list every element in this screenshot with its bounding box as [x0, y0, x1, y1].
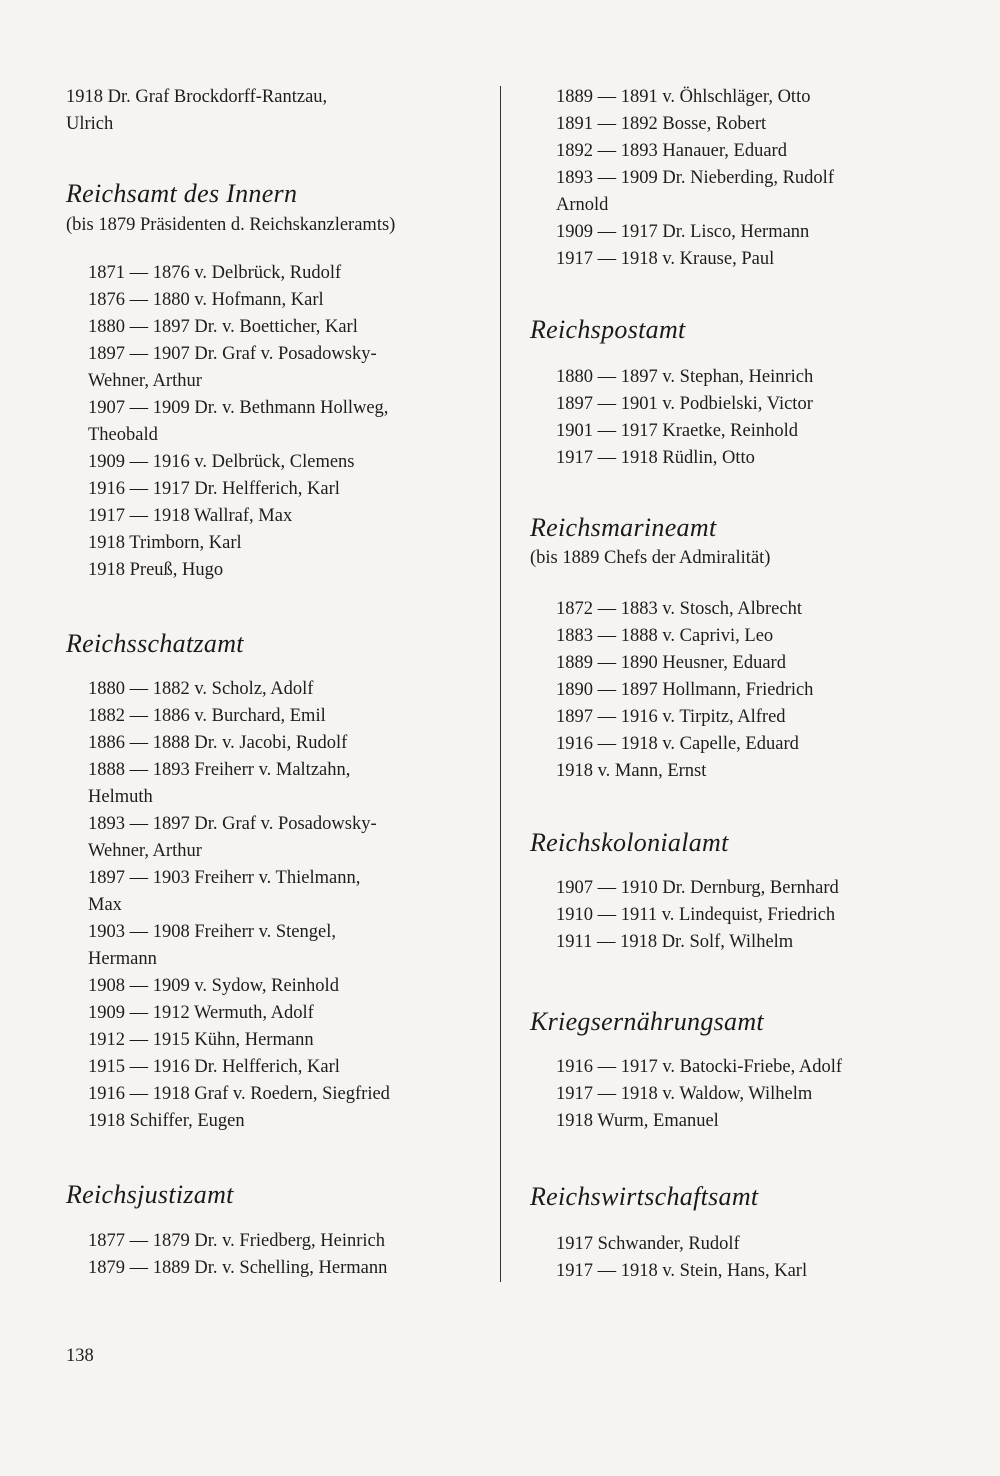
section-heading-reichswirtschaftsamt: Reichswirtschaftsamt [530, 1182, 759, 1211]
section-entries-reichskolonialamt [556, 875, 839, 956]
list-item: Arnold [556, 195, 609, 215]
list-item: 1880 — 1897 v. Stephan, Heinrich [556, 367, 814, 387]
list-item: 1888 — 1893 Freiherr v. Maltzahn, [88, 760, 351, 780]
list-item: 1897 — 1901 v. Podbielski, Victor [556, 394, 813, 414]
section-heading-reichspostamt: Reichspostamt [530, 315, 686, 344]
list-item: 1892 — 1893 Hanauer, Eduard [556, 141, 787, 161]
list-item: 1890 — 1897 Hollmann, Friedrich [556, 680, 814, 700]
list-item: 1918 Dr. Graf Brockdorff-Rantzau, [66, 87, 328, 107]
list-item: Wehner, Arthur [88, 371, 202, 391]
section-heading-reichsjustizamt: Reichsjustizamt [66, 1180, 234, 1209]
list-item: 1917 Schwander, Rudolf [556, 1234, 740, 1254]
list-item: 1883 — 1888 v. Caprivi, Leo [556, 626, 774, 646]
section-heading-reichsschatzamt: Reichsschatzamt [66, 629, 244, 658]
section-heading-reichsmarineamt: Reichsmarineamt [530, 513, 717, 542]
list-item: 1880 — 1897 Dr. v. Boetticher, Karl [88, 317, 358, 337]
list-item: 1871 — 1876 v. Delbrück, Rudolf [88, 263, 342, 283]
list-item: 1909 — 1916 v. Delbrück, Clemens [88, 452, 355, 472]
list-item: 1880 — 1882 v. Scholz, Adolf [88, 679, 314, 699]
list-item: 1897 — 1907 Dr. Graf v. Posadowsky- [88, 344, 377, 364]
column-divider [500, 86, 501, 1282]
list-item: Hermann [88, 949, 157, 969]
list-item: 1918 Trimborn, Karl [88, 533, 242, 553]
list-item: 1910 — 1911 v. Lindequist, Friedrich [556, 905, 836, 925]
list-item: 1889 — 1891 v. Öhlschläger, Otto [556, 87, 811, 107]
list-item: 1909 — 1917 Dr. Lisco, Hermann [556, 222, 810, 242]
right-top-entries [556, 84, 834, 273]
list-item: 1918 Wurm, Emanuel [556, 1111, 719, 1131]
list-item: 1918 Schiffer, Eugen [88, 1111, 245, 1131]
list-item: 1915 — 1916 Dr. Helfferich, Karl [88, 1057, 340, 1077]
list-item: 1876 — 1880 v. Hofmann, Karl [88, 290, 324, 310]
list-item: 1917 — 1918 v. Waldow, Wilhelm [556, 1084, 813, 1104]
list-item: 1918 v. Mann, Ernst [556, 761, 707, 781]
section-subheading-reichsmarineamt: (bis 1889 Chefs der Admiralität) [530, 548, 771, 568]
section-entries-reichsjustizamt [88, 1228, 387, 1282]
list-item: 1916 — 1917 v. Batocki-Friebe, Adolf [556, 1057, 843, 1077]
list-item: 1889 — 1890 Heusner, Eduard [556, 653, 786, 673]
list-item: 1882 — 1886 v. Burchard, Emil [88, 706, 326, 726]
section-heading-reichskolonialamt: Reichskolonialamt [530, 828, 729, 857]
section-entries-reichsamt-des-innern [88, 260, 388, 584]
list-item: 1917 — 1918 v. Krause, Paul [556, 249, 775, 269]
list-item: Ulrich [66, 114, 114, 134]
list-item: 1872 — 1883 v. Stosch, Albrecht [556, 599, 802, 619]
list-item: 1911 — 1918 Dr. Solf, Wilhelm [556, 932, 794, 952]
section-entries-reichspostamt [556, 364, 813, 472]
section-entries-kriegsernaehrungsamt [556, 1054, 842, 1135]
list-item: 1908 — 1909 v. Sydow, Reinhold [88, 976, 339, 996]
list-item: 1916 — 1918 v. Capelle, Eduard [556, 734, 799, 754]
list-item: 1886 — 1888 Dr. v. Jacobi, Rudolf [88, 733, 348, 753]
list-item: 1909 — 1912 Wermuth, Adolf [88, 1003, 314, 1023]
section-entries-reichsmarineamt [556, 596, 813, 785]
list-item: 1917 — 1918 v. Stein, Hans, Karl [556, 1261, 808, 1281]
list-item: Max [88, 895, 122, 915]
list-item: 1893 — 1897 Dr. Graf v. Posadowsky- [88, 814, 377, 834]
left-top-entries [66, 84, 327, 138]
list-item: 1917 — 1918 Wallraf, Max [88, 506, 293, 526]
list-item: 1891 — 1892 Bosse, Robert [556, 114, 767, 134]
section-heading-reichsamt-des-innern: Reichsamt des Innern [66, 179, 298, 208]
section-entries-reichswirtschaftsamt [556, 1231, 807, 1285]
section-heading-kriegsernaehrungsamt: Kriegsernährungsamt [530, 1007, 764, 1036]
section-subheading-reichsamt-des-innern: (bis 1879 Präsidenten d. Reichskanzleramts) [66, 215, 396, 235]
list-item: 1903 — 1908 Freiherr v. Stengel, [88, 922, 336, 942]
list-item: 1879 — 1889 Dr. v. Schelling, Hermann [88, 1258, 388, 1278]
list-item: 1912 — 1915 Kühn, Hermann [88, 1030, 314, 1050]
list-item: 1893 — 1909 Dr. Nieberding, Rudolf [556, 168, 834, 188]
list-item: 1877 — 1879 Dr. v. Friedberg, Heinrich [88, 1231, 385, 1251]
list-item: 1916 — 1917 Dr. Helfferich, Karl [88, 479, 340, 499]
list-item: 1897 — 1903 Freiherr v. Thielmann, [88, 868, 361, 888]
list-item: 1917 — 1918 Rüdlin, Otto [556, 448, 755, 468]
list-item: Theobald [88, 425, 158, 445]
section-entries-reichsschatzamt [88, 676, 390, 1135]
list-item: 1901 — 1917 Kraetke, Reinhold [556, 421, 798, 441]
list-item: 1907 — 1909 Dr. v. Bethmann Hollweg, [88, 398, 389, 418]
list-item: 1907 — 1910 Dr. Dernburg, Bernhard [556, 878, 839, 898]
list-item: Wehner, Arthur [88, 841, 202, 861]
list-item: Helmuth [88, 787, 153, 807]
list-item: 1918 Preuß, Hugo [88, 560, 224, 580]
page-number: 138 [66, 1346, 94, 1366]
list-item: 1916 — 1918 Graf v. Roedern, Siegfried [88, 1084, 390, 1104]
list-item: 1897 — 1916 v. Tirpitz, Alfred [556, 707, 786, 727]
